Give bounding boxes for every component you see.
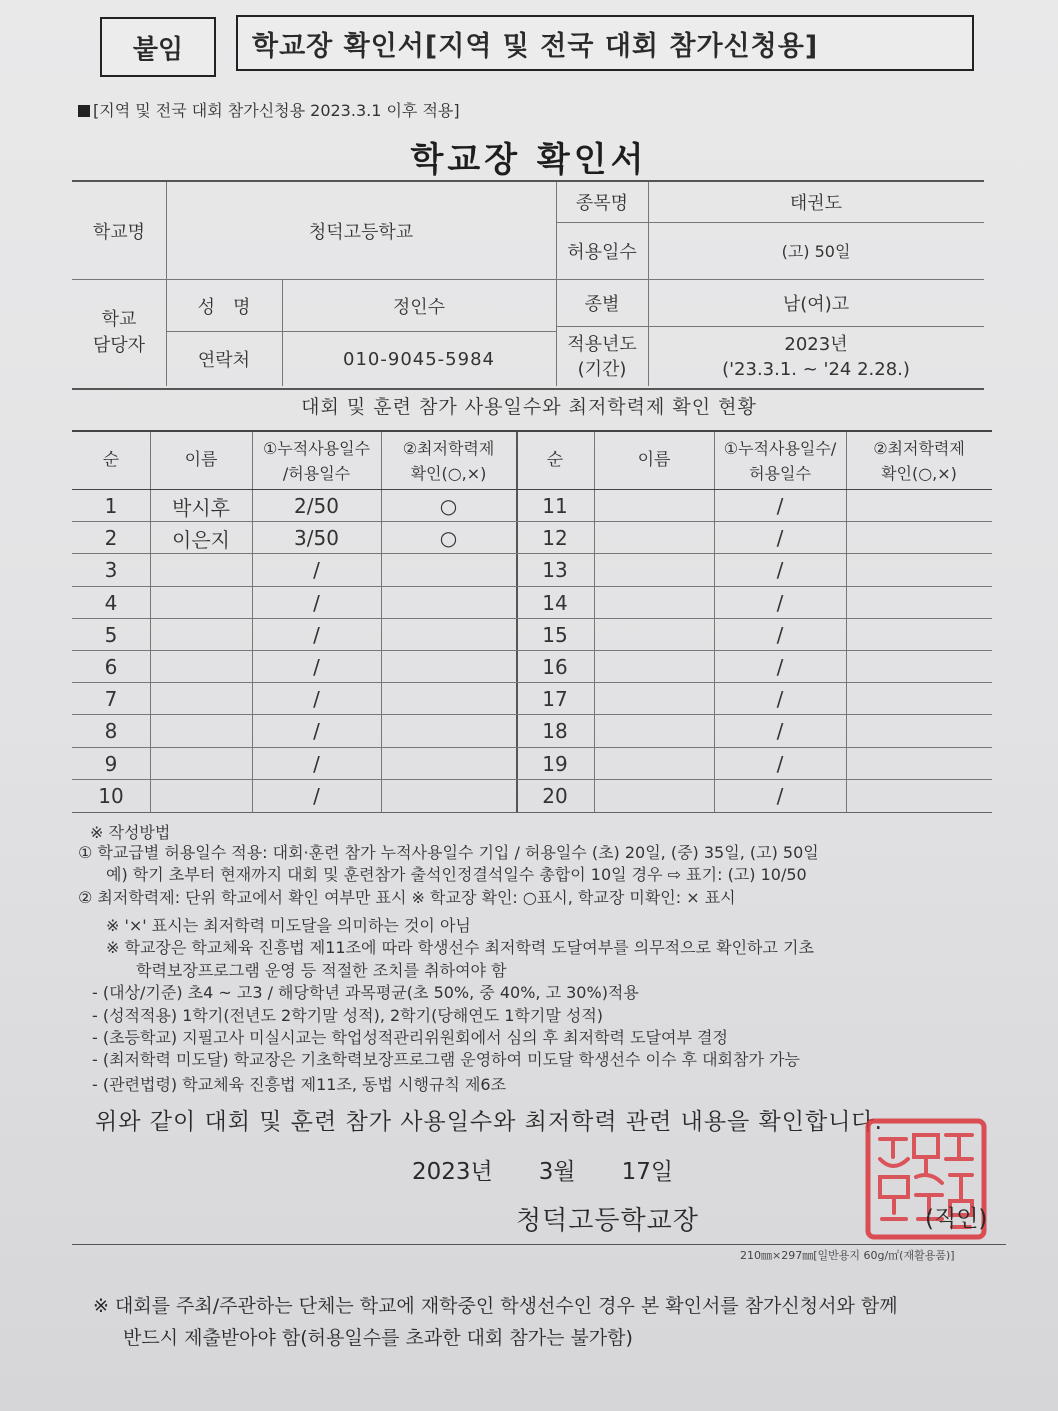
cell-empty [594,748,714,780]
cell-empty [594,490,714,522]
cell-check [381,619,516,651]
document-title: 학교장 확인서 [410,140,648,180]
applicability-note [78,98,460,121]
cell-days: 2/50 [294,494,339,519]
principal-name: 청덕고등학교장 [516,1206,699,1236]
header-seq-right: 순 [546,450,564,470]
school-value: 청덕고등학교 [308,221,414,243]
year-value-line1: 2023년 [784,333,848,355]
header-check [381,432,516,489]
allowed-days-label: 허용일수 [567,241,637,263]
cell-days2: / [776,783,784,808]
cell-name [150,780,252,812]
cell-n: 4 [104,590,118,615]
cell-empty [846,490,992,522]
cell-check [381,715,516,747]
footnote-line: ※ 대회를 주최/주관하는 단체는 학교에 재학중인 학생선수인 경우 본 확인서를 참가신청서와 함께 [93,1295,898,1317]
note-line: ※ 작성방법 [90,823,171,842]
cell-n: 3 [104,558,118,583]
cell-name: 이은지 [172,527,230,552]
participation-table [72,430,992,813]
cell-name [150,748,252,780]
cell-days2: / [776,558,784,583]
manager-label [72,280,166,386]
bullet-square-icon [78,105,90,117]
cell-empty [594,780,714,812]
cell-days2: / [776,719,784,744]
date-day: 17일 [621,1159,674,1185]
cell-empty [594,651,714,683]
contact-label: 연락처 [197,350,251,371]
confirmation-statement: 위와 같이 대회 및 훈련 참가 사용일수와 최저학력 관련 내용을 확인합니다. [95,1109,883,1135]
cell-n2: 11 [542,494,568,519]
cell-empty [846,587,992,619]
cell-days: / [313,622,320,647]
header-check-line1: ②최저학력제 [402,438,495,458]
header-check-line2: 확인(○,×) [410,463,487,483]
cell-empty [846,748,992,780]
gender-label: 종별 [584,294,620,315]
applicability-text: [지역 및 전국 대회 참가신청용 2023.3.1 이후 적용] [93,101,460,120]
cell-empty [594,587,714,619]
cell-n: 9 [104,751,118,776]
cell-empty [846,651,992,683]
cell-empty [846,522,992,554]
cell-name [150,554,252,586]
cell-name [150,619,252,651]
cell-days: / [313,590,320,615]
cell-check [381,587,516,619]
cell-n: 10 [98,783,124,808]
cell-n: 8 [104,719,118,744]
cell-check [381,683,516,715]
cell-days: / [313,558,320,583]
cell-check [381,651,516,683]
cell-check: ○ [439,526,458,551]
cell-empty [594,715,714,747]
cell-empty [846,780,992,812]
cell-check [381,780,516,812]
cell-n: 7 [104,687,118,712]
paper-spec: 210㎜×297㎜[일반용지 60g/㎡(재활용품)] [740,1249,955,1262]
manager-label-line1: 학교 [101,309,137,330]
note-line: 예) 학기 초부터 현재까지 대회 및 훈련참가 출석인정결석일수 총합이 10일 경우 ⇨ 표기: (고) 10/50 [106,865,807,884]
name-label: 성 명 [197,296,251,318]
cell-empty [594,522,714,554]
year-label-line1: 적용년도 [567,333,637,355]
cell-days2: / [776,590,784,615]
cell-days2: / [776,655,784,680]
header-seq: 순 [102,450,120,470]
cell-days: / [313,751,320,776]
school-label: 학교명 [92,221,146,243]
cell-days2: / [776,687,784,712]
year-value-line2: ('23.3.1. ~ '24 2.28.) [722,358,910,380]
year-value [648,327,984,386]
cell-days2: / [776,622,784,647]
note-line: - (최저학력 미도달) 학교장은 기초학력보장프로그램 운영하여 미도달 학생선수 이수 후 대회참가 가능 [92,1050,800,1069]
header-days [252,432,381,489]
cell-name [150,587,252,619]
note-line: - (초등학교) 지필고사 미실시교는 학업성적관리위원회에서 심의 후 최저학력 도달여부 결정 [92,1028,728,1047]
cell-n2: 16 [542,655,568,680]
section-title: 대회 및 훈련 참가 사용일수와 최저학력제 확인 현황 [301,396,757,418]
header-check-right-line1: ②최저학력제 [873,438,965,458]
cell-n2: 14 [542,590,568,615]
note-line: ① 학교급별 허용일수 적용: 대회·훈련 참가 누적사용일수 기입 / 허용일수 (초) 20일, (중) 35일, (고) 50일 [78,843,819,862]
note-line: ② 최저학력제: 단위 학교에서 확인 여부만 표시 ※ 학교장 확인: ○표시, 학교장 미확인: × 표시 [78,888,736,907]
note-line: - (성적적용) 1학기(전년도 2학기말 성적), 2학기(당해연도 1학기말 성적) [92,1006,604,1025]
gender-value: 남(여)고 [782,294,850,315]
header-days-line1: ①누적사용일수 [262,438,371,458]
note-line: ※ '×' 표시는 최저학력 미도달을 의미하는 것이 아님 [106,916,471,935]
cell-check: ○ [439,494,458,519]
header-days-right-line1: ①누적사용일수/ [723,438,837,458]
cell-name [150,715,252,747]
header-name-right: 이름 [637,450,671,470]
cell-days2: / [776,526,784,551]
cell-days2: / [776,494,784,519]
contact-value: 010-9045-5984 [343,348,495,370]
cell-days: / [313,783,320,808]
note-line: ※ 학교장은 학교체육 진흥법 제11조에 따라 학생선수 최저학력 도달여부를 의무적으로 확인하고 기초 [106,938,814,957]
cell-empty [846,715,992,747]
attachment-label: 붙임 [100,17,216,77]
cell-name [150,651,252,683]
info-table [72,180,984,390]
cell-empty [846,619,992,651]
header-check-right [846,432,992,489]
cell-empty [594,554,714,586]
header-check-right-line2: 확인(○,×) [881,463,957,483]
cell-check [381,748,516,780]
cell-days: / [313,719,320,744]
cell-name [150,683,252,715]
header-days-line2: /허용일수 [282,463,351,483]
header-name: 이름 [184,450,218,470]
cell-empty [846,683,992,715]
cell-n: 2 [104,526,118,551]
cell-n2: 18 [542,719,568,744]
cell-days: / [313,655,320,680]
note-line: 학력보장프로그램 운영 등 적절한 조치를 취하여야 함 [136,961,507,980]
cell-days: / [313,687,320,712]
footer-divider [72,1244,1006,1245]
sport-label: 종목명 [575,193,629,214]
date-year: 2023년 [412,1159,493,1185]
cell-n2: 20 [542,783,568,808]
submission-note [93,1290,1033,1354]
cell-n: 6 [104,655,118,680]
cell-empty [594,683,714,715]
cell-n2: 17 [542,687,568,712]
cell-days: 3/50 [294,526,339,551]
year-label-line2: (기간) [577,358,627,380]
note-line: - (대상/기준) 초4 ~ 고3 / 해당학년 과목평균(초 50%, 중 40%, 고 30%)적용 [92,983,639,1002]
cell-n2: 19 [542,751,568,776]
cell-empty [846,554,992,586]
allowed-days-value: (고) 50일 [781,242,851,261]
name-value: 정인수 [392,296,446,318]
seal-label: (직인) [925,1206,988,1232]
cell-n: 5 [104,622,118,647]
date-month: 3월 [538,1159,576,1185]
header-days-right [714,432,846,489]
note-line: - (관련법령) 학교체육 진흥법 제11조, 동법 시행규칙 제6조 [92,1075,507,1094]
issue-date [412,1153,719,1186]
header-days-right-line2: 허용일수 [749,463,811,483]
header-title: 학교장 확인서[지역 및 전국 대회 참가신청용] [236,15,974,71]
cell-empty [594,619,714,651]
cell-n2: 13 [542,558,568,583]
cell-n2: 12 [542,526,568,551]
footnote-line: 반드시 제출받아야 함(허용일수를 초과한 대회 참가는 불가함) [123,1327,633,1349]
manager-label-line2: 담당자 [92,335,146,356]
sport-value: 태권도 [789,193,843,214]
cell-n: 1 [104,494,118,519]
cell-name: 박시후 [172,495,230,520]
cell-days2: / [776,751,784,776]
year-label [556,327,648,386]
cell-n2: 15 [542,622,568,647]
cell-check [381,554,516,586]
